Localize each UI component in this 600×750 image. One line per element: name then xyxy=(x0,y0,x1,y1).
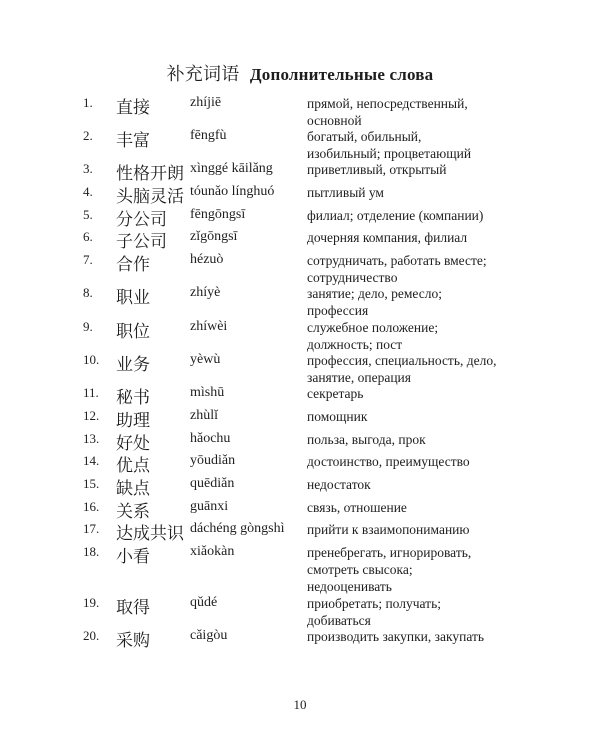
entry-hanzi: 小看 xyxy=(116,547,150,566)
entry-translation xyxy=(307,408,527,425)
entry-pinyin: quēdiǎn xyxy=(190,476,235,491)
translation-line: профессия xyxy=(307,303,369,318)
entry-translation xyxy=(307,385,527,402)
entry-number: 17. xyxy=(83,521,100,536)
entry-number: 12. xyxy=(83,408,100,423)
translation-line: приобретать; получать; xyxy=(307,596,441,611)
entry-pinyin: mìshū xyxy=(190,385,225,400)
translation-line: изобильный; процветающий xyxy=(307,146,472,161)
translation-line: должность; пост xyxy=(307,337,403,352)
entry-pinyin: hézuò xyxy=(190,252,224,267)
translation-line: занятие; дело, ремесло; xyxy=(307,286,442,301)
translation-line: добиваться xyxy=(307,613,371,628)
translation-line: пренебрегать, игнорировать, xyxy=(307,545,472,560)
translation-line: недостаток xyxy=(307,477,371,492)
page-title xyxy=(0,60,600,86)
entry-translation xyxy=(307,628,527,645)
entry-number: 9. xyxy=(83,319,93,334)
entry-hanzi: 职位 xyxy=(116,322,150,341)
translation-line: приветливый, открытый xyxy=(307,162,447,177)
translation-line: служебное положение; xyxy=(307,320,439,335)
entry-translation xyxy=(307,352,527,386)
entry-number: 8. xyxy=(83,285,93,300)
entry-number: 18. xyxy=(83,544,100,559)
translation-line: прямой, непосредственный, xyxy=(307,96,468,111)
entry-hanzi: 优点 xyxy=(116,456,150,475)
entry-number: 16. xyxy=(83,499,100,514)
entry-hanzi: 助理 xyxy=(116,411,150,430)
entry-translation xyxy=(307,319,527,353)
entry-pinyin: hǎochu xyxy=(190,431,231,446)
entry-number: 20. xyxy=(83,628,100,643)
entry-hanzi: 关系 xyxy=(116,502,150,521)
entry-translation xyxy=(307,95,527,129)
translation-line: профессия, специальность, дело, xyxy=(307,353,497,368)
entry-number: 15. xyxy=(83,476,100,491)
entry-number: 14. xyxy=(83,453,100,468)
entry-translation xyxy=(307,521,527,538)
entry-pinyin: zhíyè xyxy=(190,285,221,300)
entry-translation xyxy=(307,595,527,629)
translation-line: богатый, обильный, xyxy=(307,129,422,144)
title-russian: Дополнительные слова xyxy=(249,65,434,84)
entry-number: 13. xyxy=(83,431,100,446)
entry-hanzi: 性格开朗 xyxy=(116,164,184,183)
translation-line: прийти к взаимопониманию xyxy=(307,522,470,537)
entry-hanzi: 达成共识 xyxy=(116,524,184,543)
entry-pinyin: fēngfù xyxy=(190,128,227,143)
entry-number: 19. xyxy=(83,595,100,610)
entry-translation xyxy=(307,499,527,516)
entry-hanzi: 合作 xyxy=(116,255,150,274)
entry-hanzi: 职业 xyxy=(116,288,150,307)
entry-translation xyxy=(307,453,527,470)
entry-number: 6. xyxy=(83,229,93,244)
entry-pinyin: xìnggé kāilǎng xyxy=(190,161,273,176)
translation-line: связь, отношение xyxy=(307,500,407,515)
entry-number: 11. xyxy=(83,385,99,400)
title-chinese: 补充词语 xyxy=(166,64,240,84)
entry-pinyin: zhíwèi xyxy=(190,319,228,334)
entry-translation xyxy=(307,184,527,201)
translation-line: секретарь xyxy=(307,386,364,401)
entry-pinyin: zǐgōngsī xyxy=(190,229,238,244)
entry-pinyin: qǔdé xyxy=(190,595,218,610)
entry-hanzi: 秘书 xyxy=(116,388,150,407)
entry-number: 2. xyxy=(83,128,93,143)
entry-translation xyxy=(307,161,527,178)
entry-translation xyxy=(307,207,527,224)
translation-line: сотрудничество xyxy=(307,270,398,285)
entry-number: 3. xyxy=(83,161,93,176)
entry-translation xyxy=(307,285,527,319)
translation-line: основной xyxy=(307,113,362,128)
entry-hanzi: 业务 xyxy=(116,355,150,374)
entry-translation xyxy=(307,229,527,246)
translation-line: производить закупки, закупать xyxy=(307,629,485,644)
entry-pinyin: yèwù xyxy=(190,352,221,367)
translation-line: дочерняя компания, филиал xyxy=(307,230,468,245)
translation-line: смотреть свысока; xyxy=(307,562,413,577)
entry-pinyin: cǎigòu xyxy=(190,628,228,643)
entry-number: 7. xyxy=(83,252,93,267)
translation-line: сотрудничать, работать вместе; xyxy=(307,253,487,268)
entry-hanzi: 直接 xyxy=(116,98,150,117)
translation-line: достоинство, преимущество xyxy=(307,454,470,469)
entry-pinyin: zhíjiē xyxy=(190,95,222,110)
translation-line: недооценивать xyxy=(307,579,392,594)
entry-hanzi: 丰富 xyxy=(116,131,150,150)
entry-number: 4. xyxy=(83,184,93,199)
entry-pinyin: fēngōngsī xyxy=(190,207,246,222)
entry-pinyin: dáchéng gòngshì xyxy=(190,521,285,536)
entry-number: 5. xyxy=(83,207,93,222)
entry-hanzi: 取得 xyxy=(116,598,150,617)
entry-hanzi: 采购 xyxy=(116,631,150,650)
entry-pinyin: guānxi xyxy=(190,499,229,514)
entry-translation xyxy=(307,544,527,595)
translation-line: занятие, операция xyxy=(307,370,411,385)
entry-translation xyxy=(307,252,527,286)
entry-translation xyxy=(307,128,527,162)
translation-line: филиал; отделение (компании) xyxy=(307,208,484,223)
entry-hanzi: 子公司 xyxy=(116,232,167,251)
entry-pinyin: xiǎokàn xyxy=(190,544,235,559)
entry-hanzi: 缺点 xyxy=(116,479,150,498)
translation-line: польза, выгода, прок xyxy=(307,432,426,447)
entry-pinyin: tóunǎo línghuó xyxy=(190,184,275,199)
entry-hanzi: 头脑灵活 xyxy=(116,187,184,206)
entry-hanzi: 好处 xyxy=(116,434,150,453)
translation-line: пытливый ум xyxy=(307,185,384,200)
entry-number: 10. xyxy=(83,352,100,367)
entry-pinyin: zhùlǐ xyxy=(190,408,218,423)
page-number: 10 xyxy=(293,697,307,712)
entry-translation xyxy=(307,476,527,493)
entry-hanzi: 分公司 xyxy=(116,210,167,229)
entry-translation xyxy=(307,431,527,448)
entry-number: 1. xyxy=(83,95,93,110)
translation-line: помощник xyxy=(307,409,368,424)
entry-pinyin: yōudiǎn xyxy=(190,453,236,468)
